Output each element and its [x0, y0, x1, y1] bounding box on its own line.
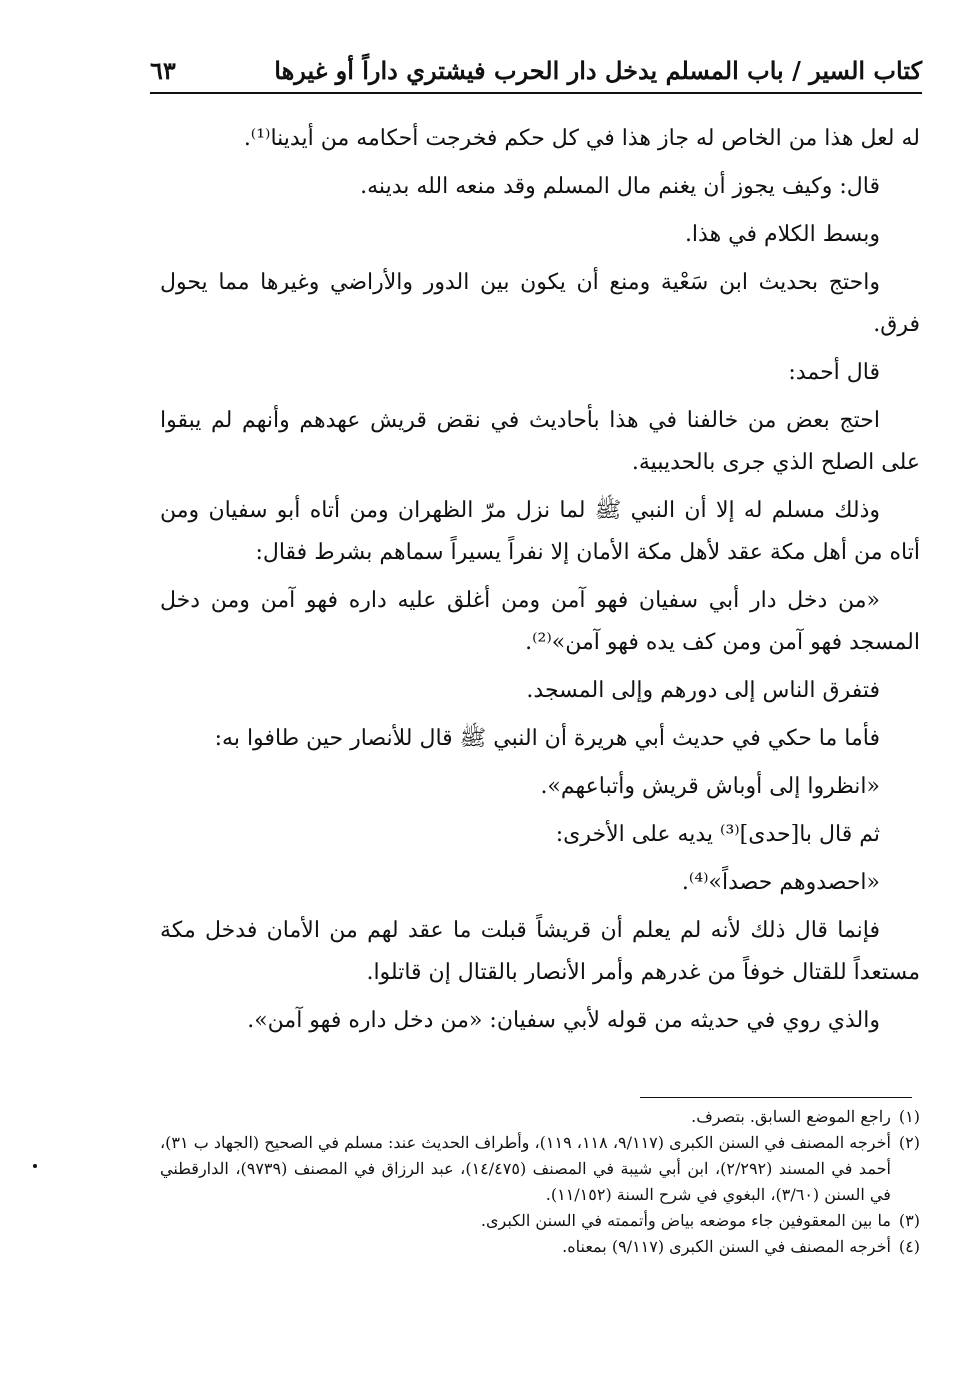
- paragraph: ثم قال با[حدى]⁽³⁾ يديه على الأخرى:: [555, 822, 880, 847]
- footnote: [160, 1130, 920, 1208]
- header-divider: [150, 92, 922, 94]
- footnote-text: أخرجه المصنف في السنن الكبرى (٩/١١٧) بمعناه.: [562, 1237, 891, 1256]
- footnote: [160, 1208, 920, 1234]
- footnote: [160, 1234, 920, 1260]
- footnotes: [160, 1104, 920, 1260]
- running-header: [150, 50, 922, 90]
- chapter-title: كتاب السير / باب المسلم يدخل دار الحرب فيشتري داراً أو غيرها: [274, 55, 922, 85]
- paragraph: فتفرق الناس إلى دورهم وإلى المسجد.: [526, 678, 880, 703]
- paragraph: قال: وكيف يجوز أن يغنم مال المسلم وقد منعه الله بدينه.: [360, 174, 880, 199]
- footnote: [160, 1104, 920, 1130]
- scan-speck: [33, 1164, 37, 1168]
- paragraph: وبسط الكلام في هذا.: [684, 222, 880, 247]
- paragraph: له لعل هذا من الخاص له جاز هذا في كل حكم فخرجت أحكامه من أيدينا⁽¹⁾.: [243, 126, 920, 151]
- footnote-number: (٤): [898, 1237, 920, 1256]
- footnote-divider: [640, 1097, 912, 1098]
- footnote-text: راجع الموضع السابق. بتصرف.: [691, 1107, 891, 1126]
- paragraph: والذي روي في حديثه من قوله لأبي سفيان: «من دخل داره فهو آمن».: [247, 1008, 880, 1033]
- paragraph: «انظروا إلى أوباش قريش وأتباعهم».: [540, 774, 880, 799]
- footnote-number: (٣): [898, 1211, 920, 1230]
- footnote-number: (١): [898, 1107, 920, 1126]
- main-text: [160, 118, 920, 1048]
- paragraph: «من دخل دار أبي سفيان فهو آمن ومن أغلق عليه داره فهو آمن ومن دخل المسجد فهو آمن ومن كف يده فهو آمن»⁽²⁾.: [160, 588, 920, 655]
- paragraph: قال أحمد:: [788, 360, 880, 385]
- paragraph: وذلك مسلم له إلا أن النبي ﷺ لما نزل مرّ الظهران ومن أتاه أبو سفيان ومن أتاه من أهل مكة عقد لأهل مكة الأمان إلا نفراً يسيراً سماهم بشرط فقال:: [160, 498, 920, 565]
- page-number: ٦٣: [150, 55, 176, 85]
- paragraph: احتج بعض من خالفنا في هذا بأحاديث في نقض قريش عهدهم وأنهم لم يبقوا على الصلح الذي جرى بالحديبية.: [160, 408, 920, 475]
- paragraph: واحتج بحديث ابن سَعْية ومنع أن يكون بين الدور والأراضي وغيرها مما يحول فرق.: [160, 270, 920, 337]
- footnote-text: أخرجه المصنف في السنن الكبرى (٩/١١٧، ١١٨، ١١٩)، وأطراف الحديث عند: مسلم في الصحيح (الجهاد ب ٣١)، أحمد في المسند (٢/٢٩٢)، ابن أبي شيبة في المصنف (١٤/٤٧٥)، عبد الرزاق في المصنف (٩٧٣٩)، الدارقطني في السنن (٣/٦٠)، البغوي في شرح السنة (١١/١٥٢).: [160, 1133, 891, 1204]
- paragraph: فإنما قال ذلك لأنه لم يعلم أن قريشاً قبلت ما عقد لهم من الأمان فدخل مكة مستعداً للقتال خوفاً من غدرهم وأمر الأنصار بالقتال إن قاتلوا.: [160, 918, 920, 985]
- paragraph: فأما ما حكي في حديث أبي هريرة أن النبي ﷺ قال للأنصار حين طافوا به:: [214, 726, 880, 751]
- footnote-number: (٢): [898, 1133, 920, 1152]
- paragraph: «احصدوهم حصداً»⁽⁴⁾.: [681, 870, 880, 895]
- footnote-text: ما بين المعقوفين جاء موضعه بياض وأتممته في السنن الكبرى.: [480, 1211, 891, 1230]
